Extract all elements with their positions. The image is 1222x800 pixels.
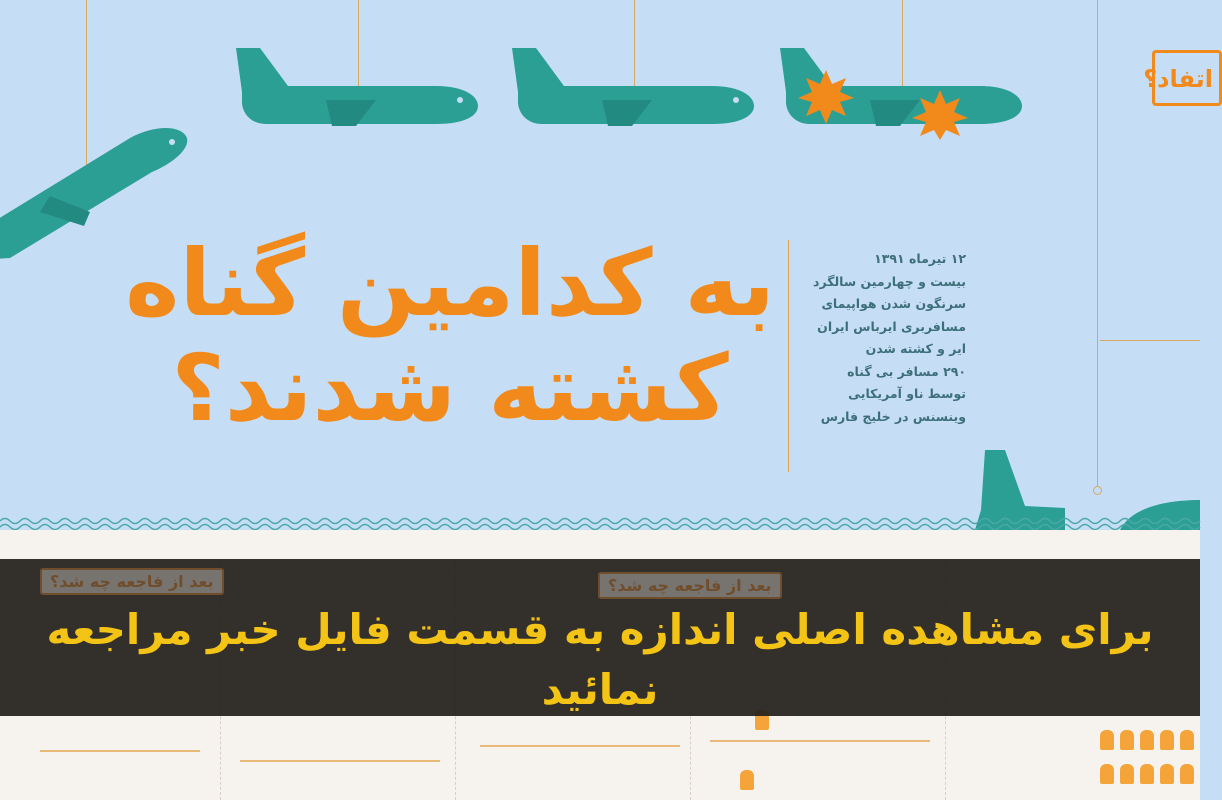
info-line: ایر و کشته شدن: [865, 341, 966, 356]
infographic-title: [120, 230, 780, 442]
person-icon: [1120, 764, 1134, 784]
divider-line: [788, 240, 789, 472]
connector-line: [1100, 340, 1200, 341]
info-line: توسط ناو آمریکایی: [848, 386, 966, 401]
divider-line: [40, 750, 200, 752]
title-line-1: به کدامین گناه: [125, 230, 775, 337]
airplane-icon: [512, 44, 756, 126]
person-icon: [740, 770, 754, 790]
person-icon: [1140, 764, 1154, 784]
info-line: ۱۲ تیرماه ۱۳۹۱: [874, 251, 966, 266]
exploding-airplane-icon: [780, 44, 1024, 140]
divider-line: [480, 745, 680, 747]
divider-line: [240, 760, 440, 762]
person-icon: [1100, 764, 1114, 784]
info-line: مسافربری ایرباس ایران: [817, 318, 966, 334]
person-icon: [1180, 764, 1194, 784]
person-icon: [1160, 764, 1174, 784]
info-line: ۲۹۰ مسافر بی گناه: [847, 363, 966, 379]
info-line: سرنگون شدن هواپیمای: [821, 296, 966, 311]
info-line: بیست و چهارمین سالگرد: [813, 273, 966, 289]
title-line-2: کشته شدند؟: [171, 334, 729, 442]
banner-notice-text: برای مشاهده اصلی اندازه به قسمت فایل خبر مراجعه نمائید: [46, 605, 1154, 714]
info-text-block: [796, 248, 966, 428]
divider-line: [710, 740, 930, 742]
person-icon: [1180, 730, 1194, 750]
hanging-string: [1097, 0, 1098, 490]
person-icon: [1120, 730, 1134, 750]
section-tag: بعد از فاجعه چه شد؟: [40, 568, 224, 595]
section-tag: بعد از فاجعه چه شد؟: [598, 572, 782, 599]
airplane-icon: [236, 44, 480, 126]
corner-question-badge: اتفاد؟: [1152, 50, 1222, 106]
person-icon: [1160, 730, 1174, 750]
person-icon: [1100, 730, 1114, 750]
string-knot: [1093, 486, 1102, 495]
info-line: وینسنس در خلیج فارس: [820, 408, 966, 424]
person-icon: [1140, 730, 1154, 750]
